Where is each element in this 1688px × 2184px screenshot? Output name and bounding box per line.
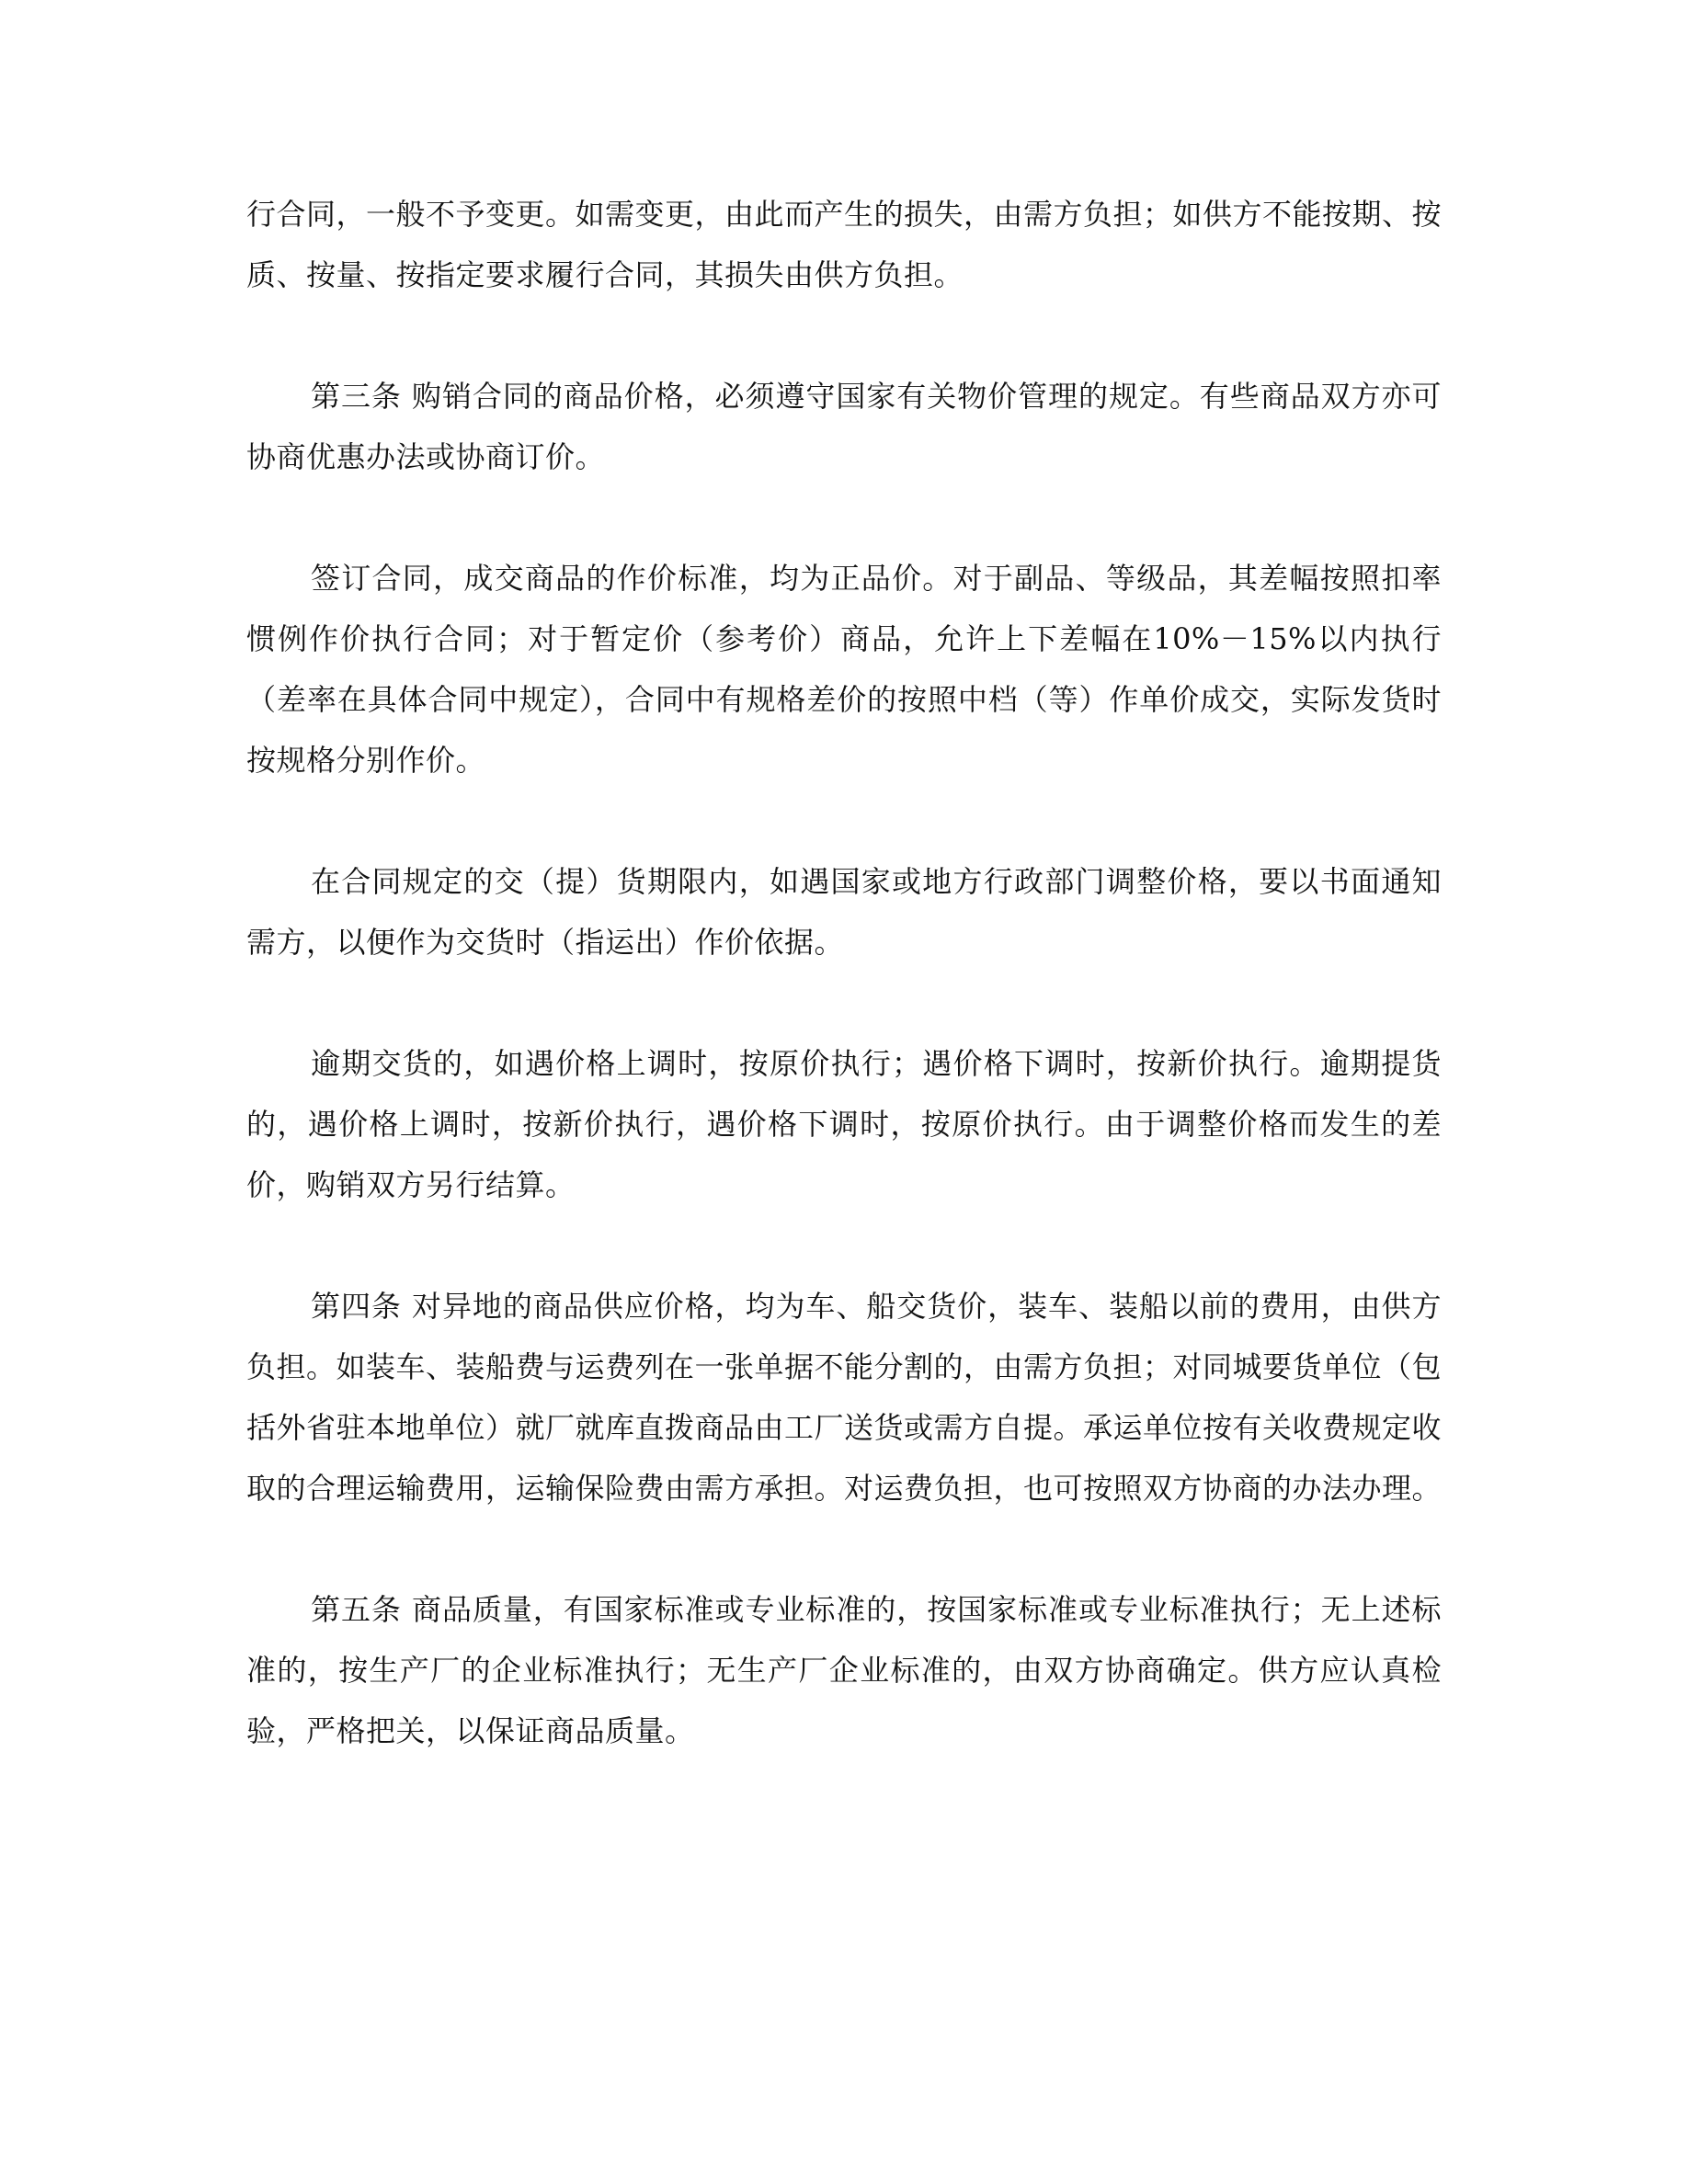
paragraph-continuation: 行合同，一般不予变更。如需变更，由此而产生的损失，由需方负担；如供方不能按期、按质、按量、按指定要求履行合同，其损失由供方负担。: [246, 197, 1443, 292]
paragraph-overdue-delivery: 逾期交货的，如遇价格上调时，按原价执行；遇价格下调时，按新价执行。逾期提货的，遇价格上调时，按新价执行，遇价格下调时，按原价执行。由于调整价格而发生的差价，购销双方另行结算。: [246, 1046, 1442, 1202]
paragraph-article-3: 第三条 购销合同的商品价格，必须遵守国家有关物价管理的规定。有些商品双方亦可协商优惠办法或协商订价。: [246, 379, 1442, 474]
paragraph-article-4: 第四条 对异地的商品供应价格，均为车、船交货价，装车、装船以前的费用，由供方负担。如装车、装船费与运费列在一张单据不能分割的，由需方负担；对同城要货单位（包括外省驻本地单位）就厂就库直拨商品由工厂送货或需方自提。承运单位按有关收费规定收取的合理运输费用，运输保险费由需方承担。对运费负担，也可按照双方协商的办法办理。: [246, 1289, 1443, 1506]
document-body: [246, 184, 1442, 1761]
paragraph-price-adjustment: 在合同规定的交（提）货期限内，如遇国家或地方行政部门调整价格，要以书面通知需方，以便作为交货时（指运出）作价依据。: [246, 864, 1442, 960]
paragraph-article-5: 第五条 商品质量，有国家标准或专业标准的，按国家标准或专业标准执行；无上述标准的，按生产厂的企业标准执行；无生产厂企业标准的，由双方协商确定。供方应认真检验，严格把关，以保证商品质量。: [246, 1592, 1442, 1748]
paragraph-pricing-standard: 签订合同，成交商品的作价标准，均为正品价。对于副品、等级品，其差幅按照扣率惯例作价执行合同；对于暂定价（参考价）商品，允许上下差幅在10%－15%以内执行（差率在具体合同中规定），合同中有规格差价的按照中档（等）作单价成交，实际发货时按规格分别作价。: [246, 561, 1442, 778]
